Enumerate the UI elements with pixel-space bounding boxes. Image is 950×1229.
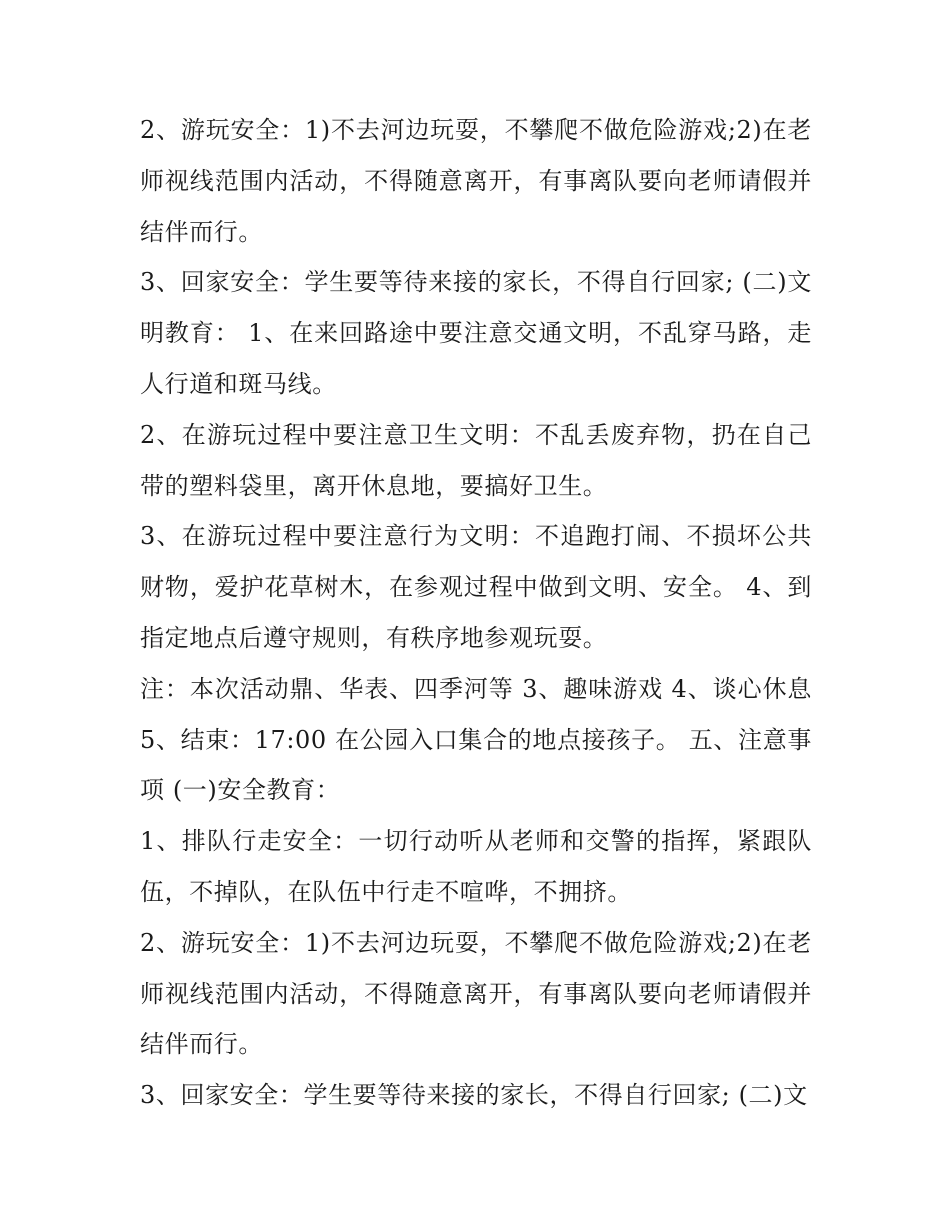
paragraph-play-safety-repeat: 2、游玩安全：1)不去河边玩耍，不攀爬不做危险游戏;2)在老师视线范围内活动，不得随意离开，有事离队要向老师请假并结伴而行。 [140, 928, 812, 1059]
paragraph-hygiene-civility: 2、在游玩过程中要注意卫生文明：不乱丢废弃物，扔在自己带的塑料袋里，离开休息地，要搞好卫生。 [140, 420, 812, 500]
document-body [140, 105, 812, 1121]
paragraph-behavior-civility: 3、在游玩过程中要注意行为文明：不追跑打闹、不损坏公共财物，爱护花草树木，在参观过程中做到文明、安全。 4、到指定地点后遵守规则，有秩序地参观玩耍。 [140, 522, 812, 652]
paragraph-queue-safety: 1、排队行走安全：一切行动听从老师和交警的指挥，紧跟队伍，不掉队，在队伍中行走不喧哗，不拥挤。 [140, 827, 812, 906]
paragraph-play-safety: 2、游玩安全：1)不去河边玩耍，不攀爬不做危险游戏;2)在老师视线范围内活动，不得随意离开，有事离队要向老师请假并结伴而行。 [140, 116, 812, 246]
paragraph-home-safety-repeat: 3、回家安全：学生要等待来接的家长，不得自行回家; (二)文 [140, 1081, 808, 1110]
paragraph-home-safety-civility: 3、回家安全：学生要等待来接的家长，不得自行回家; (二)文明教育： 1、在来回路途中要注意交通文明，不乱穿马路，走人行道和斑马线。 [140, 268, 812, 398]
paragraph-activity-note: 注：本次活动鼎、华表、四季河等 3、趣味游戏 4、谈心休息 5、结束：17:00 在公园入口集合的地点接孩子。 五、注意事项 (一)安全教育： [140, 674, 812, 805]
